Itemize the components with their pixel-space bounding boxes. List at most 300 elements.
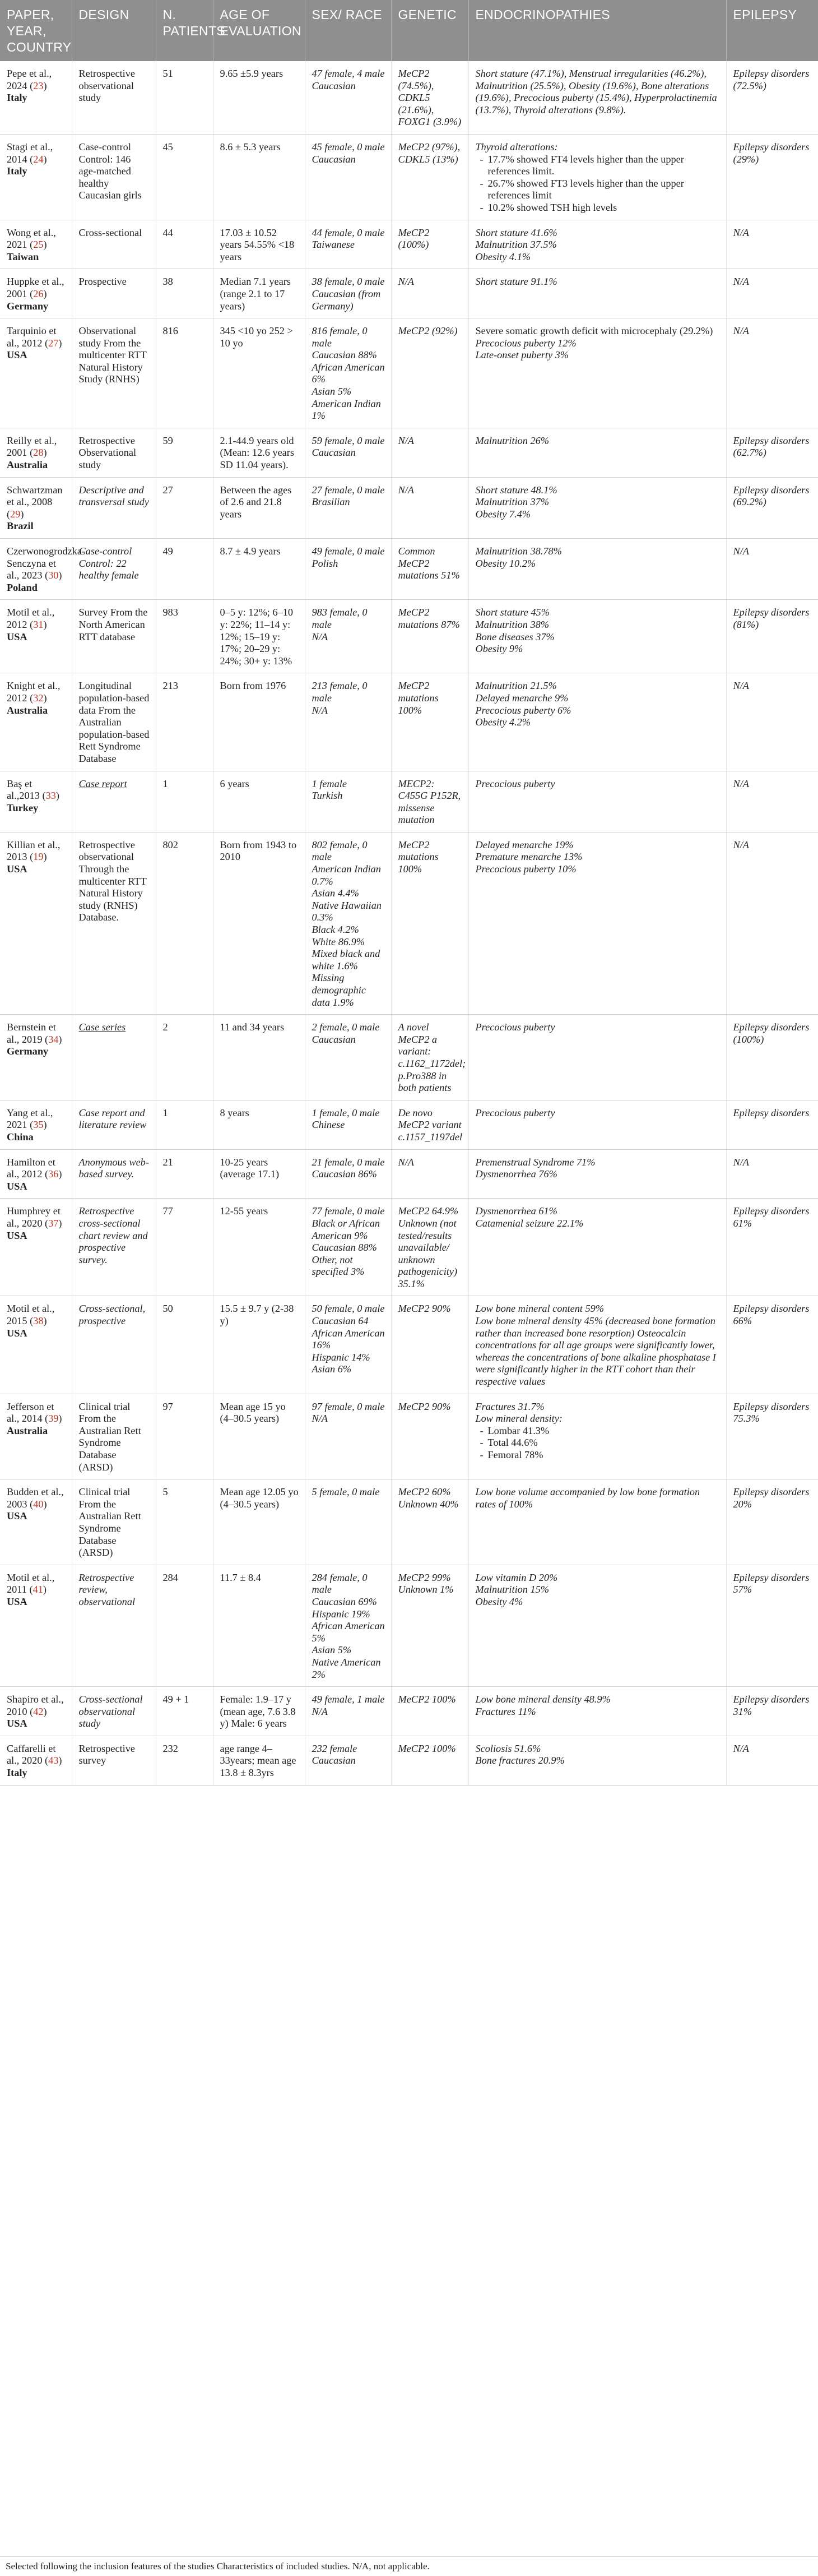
table-row — [0, 1687, 818, 1736]
cell-genetic — [391, 539, 468, 600]
cell-patients: 816 — [156, 318, 213, 428]
cell-design: Descriptive and transversal study — [72, 477, 156, 538]
table-row — [0, 61, 818, 134]
genetic-line: CDKL5 (13%) — [398, 153, 458, 165]
cell-genetic — [391, 673, 468, 771]
sex-race-line: Taiwanese — [312, 239, 355, 251]
cell-age: Mean age 12.05 yo (4–30.5 years) — [213, 1479, 305, 1565]
genetic-line: Unknown 40% — [398, 1498, 459, 1510]
sex-race-line: 49 female, 1 male — [312, 1694, 385, 1705]
sex-race-line: 77 female, 0 male — [312, 1205, 385, 1217]
cell-age: Born from 1943 to 2010 — [213, 832, 305, 1014]
table-row — [0, 1736, 818, 1785]
cell-epilepsy: N/A — [726, 832, 818, 1014]
table-row — [0, 1479, 818, 1565]
cell-patients: 59 — [156, 428, 213, 477]
endocrinopathy-line: Short stature 45% — [475, 607, 550, 618]
cell-genetic — [391, 61, 468, 134]
cell-age: 8 years — [213, 1100, 305, 1149]
table-row — [0, 428, 818, 477]
cell-genetic — [391, 1687, 468, 1736]
sex-race-line: 47 female, 4 male — [312, 68, 385, 79]
sex-race-line: N/A — [312, 1413, 328, 1425]
paper-author: Caffarelli et al., 2020 — [7, 1742, 56, 1766]
cell-endocrinopathies — [468, 1100, 726, 1149]
sex-race-line: Asian 5% — [312, 386, 352, 397]
cell-endocrinopathies — [468, 539, 726, 600]
genetic-line: MeCP2 100% — [398, 1742, 456, 1754]
sex-race-line: Asian 5% — [312, 1644, 352, 1656]
cell-patients: 284 — [156, 1565, 213, 1686]
reference-link[interactable]: 19 — [33, 851, 44, 863]
cell-sex-race — [305, 1394, 391, 1479]
endocrinopathy-line: Short stature 48.1% — [475, 484, 557, 496]
table-row — [0, 1565, 818, 1686]
sex-race-line: N/A — [312, 704, 328, 716]
endocrinopathy-line: Low bone mineral density 48.9% — [475, 1694, 611, 1705]
sex-race-line: Caucasian 88% — [312, 1242, 377, 1254]
genetic-line: FOXG1 (3.9%) — [398, 116, 462, 128]
cell-age: 10-25 years (average 17.1) — [213, 1149, 305, 1199]
cell-endocrinopathies — [468, 673, 726, 771]
cell-endocrinopathies — [468, 477, 726, 538]
paper-country: Germany — [7, 300, 49, 312]
cell-age: 2.1-44.9 years old (Mean: 12.6 years SD 11.04 years). — [213, 428, 305, 477]
genetic-line: MeCP2 (92%) — [398, 325, 458, 337]
sex-race-line: Turkish — [312, 790, 343, 802]
endocrinopathy-line: Delayed menarche 19% — [475, 839, 574, 850]
paper-author: Budden et al., 2003 — [7, 1486, 64, 1510]
endocrinopathy-line: Precocious puberty — [475, 1021, 555, 1033]
cell-genetic — [391, 832, 468, 1014]
cell-genetic — [391, 1565, 468, 1686]
reference-link[interactable]: 43 — [48, 1755, 59, 1766]
paper-country: USA — [7, 863, 27, 875]
cell-endocrinopathies — [468, 318, 726, 428]
sex-race-line: Black 4.2% — [312, 924, 359, 936]
column-header: N. PATIENTS — [156, 0, 213, 61]
reference-link[interactable]: 38 — [33, 1315, 44, 1327]
cell-sex-race — [305, 1479, 391, 1565]
paper-author: Huppke et al., 2001 — [7, 276, 64, 299]
cell-sex-race — [305, 1687, 391, 1736]
paper-country: USA — [7, 631, 27, 642]
cell-age: Median 7.1 years (range 2.1 to 17 years) — [213, 269, 305, 318]
sex-race-line: Black or African American 9% — [312, 1217, 380, 1241]
reference-link[interactable]: 29 — [10, 508, 21, 520]
cell-sex-race — [305, 673, 391, 771]
endocrinopathy-sublist — [476, 1425, 721, 1462]
sex-race-line: 44 female, 0 male — [312, 226, 385, 238]
cell-endocrinopathies — [468, 220, 726, 269]
sex-race-line: 983 female, 0 male — [312, 607, 368, 630]
cell-design: Cross-sectional — [72, 220, 156, 269]
endocrinopathy-line: Obesity 7.4% — [475, 508, 531, 520]
endocrinopathy-line: Precocious puberty — [475, 1107, 555, 1118]
cell-epilepsy: Epilepsy disorders (100%) — [726, 1015, 818, 1100]
genetic-line: CDKL5 (21.6%), — [398, 92, 434, 115]
cell-genetic — [391, 269, 468, 318]
cell-epilepsy: Epilepsy disorders 31% — [726, 1687, 818, 1736]
endocrinopathy-line: Short stature 41.6% — [475, 226, 557, 238]
table-row — [0, 1100, 818, 1149]
cell-epilepsy: N/A — [726, 1736, 818, 1785]
sex-race-line: American Indian 1% — [312, 397, 381, 422]
cell-sex-race — [305, 539, 391, 600]
cell-endocrinopathies — [468, 1015, 726, 1100]
list-item: - 26.7% showed FT3 levels higher than the upper references limit — [488, 178, 721, 202]
column-header: PAPER, YEAR, COUNTRY — [0, 0, 72, 61]
reference-link[interactable]: 42 — [33, 1705, 44, 1717]
cell-paper: Motil et al., 2012 (31) USA — [0, 600, 72, 673]
cell-sex-race — [305, 1149, 391, 1199]
paper-country: China — [7, 1131, 34, 1143]
paper-author: Schwartzman et al., 2008 — [7, 484, 63, 508]
endocrinopathy-line: Malnutrition 38.78% — [475, 545, 562, 557]
cell-epilepsy: N/A — [726, 269, 818, 318]
cell-endocrinopathies — [468, 428, 726, 477]
paper-author: Hamilton et al., 2012 — [7, 1156, 55, 1180]
cell-age: 15.5 ± 9.7 y (2-38 y) — [213, 1296, 305, 1394]
reference-link[interactable]: 33 — [45, 790, 56, 802]
paper-author: Knight et al., 2012 — [7, 680, 61, 704]
sex-race-line: Hispanic 19% — [312, 1608, 370, 1620]
paper-country: Australia — [7, 1425, 48, 1436]
endocrinopathy-line: Fractures 31.7% — [475, 1400, 545, 1412]
endocrinopathy-line: Low mineral density: — [475, 1413, 563, 1425]
cell-epilepsy: N/A — [726, 771, 818, 832]
sex-race-line: 5 female, 0 male — [312, 1486, 380, 1498]
cell-genetic — [391, 318, 468, 428]
column-header: GENETIC — [391, 0, 468, 61]
cell-design: Retrospective Observational study — [72, 428, 156, 477]
sex-race-line: Caucasian — [312, 1033, 356, 1045]
cell-age: 11.7 ± 8.4 — [213, 1565, 305, 1686]
cell-patients: 49 — [156, 539, 213, 600]
cell-age: 0–5 y: 12%; 6–10 y: 22%; 11–14 y: 12%; 15–19 y: 17%; 20–29 y: 24%; 30+ y: 13% — [213, 600, 305, 673]
endocrinopathy-line: Dysmenorrhea 76% — [475, 1168, 557, 1180]
cell-genetic — [391, 1394, 468, 1479]
endocrinopathy-line: Short stature (47.1%), Menstrual irregularities (46.2%), Malnutrition (25.5%), Obesity (19.6%), Bone alterations (19.6%), Precocious puberty (15.4%), Hyperprolactinemia (13.7%), Thyroid alterations (9.8%). — [475, 68, 717, 115]
reference-link[interactable]: 36 — [48, 1168, 59, 1180]
sex-race-line: 21 female, 0 male — [312, 1156, 385, 1168]
cell-sex-race — [305, 600, 391, 673]
genetic-line: MeCP2 mutations 87% — [398, 607, 460, 630]
cell-patients: 45 — [156, 134, 213, 220]
sex-race-line: Polish — [312, 557, 338, 569]
cell-paper: Humphrey et al., 2020 (37) USA — [0, 1199, 72, 1296]
cell-age: Female: 1.9–17 y (mean age, 7.6 3.8 y) Male: 6 years — [213, 1687, 305, 1736]
cell-paper: Yang et al., 2021 (35) China — [0, 1100, 72, 1149]
endocrinopathy-line: Obesity 4.1% — [475, 251, 531, 262]
cell-design: Clinical trial From the Australian Rett Syndrome Database (ARSD) — [72, 1479, 156, 1565]
cell-age: 8.7 ± 4.9 years — [213, 539, 305, 600]
cell-patients: 2 — [156, 1015, 213, 1100]
genetic-line: MeCP2 mutations 100% — [398, 839, 439, 875]
cell-epilepsy: N/A — [726, 539, 818, 600]
genetic-line: MECP2: C455G P152R, missense mutation — [398, 778, 461, 826]
table-row — [0, 1199, 818, 1296]
paper-author: Shapiro et al., 2010 — [7, 1694, 64, 1717]
paper-country: USA — [7, 1229, 27, 1241]
sex-race-line: Mixed black and white 1.6% — [312, 948, 380, 972]
endocrinopathy-line: Precocious puberty 6% — [475, 704, 571, 716]
genetic-line: MeCP2 100% — [398, 1694, 456, 1705]
cell-design: Case report — [72, 771, 156, 832]
endocrinopathy-line: Bone fractures 20.9% — [475, 1755, 565, 1766]
endocrinopathy-line: Malnutrition 37% — [475, 496, 550, 508]
paper-country: Turkey — [7, 802, 39, 813]
genetic-line: Unknown (not tested/results unavailable/ unknown pathogenicity) 35.1% — [398, 1217, 458, 1289]
cell-endocrinopathies — [468, 1149, 726, 1199]
endocrinopathy-line: Obesity 4.2% — [475, 716, 531, 728]
cell-endocrinopathies — [468, 1736, 726, 1785]
paper-country: USA — [7, 349, 27, 361]
cell-endocrinopathies — [468, 771, 726, 832]
cell-epilepsy: Epilepsy disorders (29%) — [726, 134, 818, 220]
column-header: DESIGN — [72, 0, 156, 61]
table-row — [0, 1149, 818, 1199]
cell-design: Retrospective cross-sectional chart review and prospective survey. — [72, 1199, 156, 1296]
cell-patients: 1 — [156, 771, 213, 832]
sex-race-line: 213 female, 0 male — [312, 680, 368, 704]
genetic-line: MeCP2 99% — [398, 1571, 451, 1583]
list-item: - Lombar 41.3% — [488, 1425, 721, 1437]
endocrinopathy-line: Bone diseases 37% — [475, 631, 555, 642]
cell-epilepsy: Epilepsy disorders (72.5%) — [726, 61, 818, 134]
cell-genetic — [391, 428, 468, 477]
sex-race-line: Chinese — [312, 1119, 345, 1131]
cell-patients: 50 — [156, 1296, 213, 1394]
sex-race-line: Caucasian (from Germany) — [312, 288, 381, 312]
cell-endocrinopathies — [468, 1479, 726, 1565]
sex-race-line: Native American 2% — [312, 1656, 381, 1680]
paper-author: Pepe et al., 2024 — [7, 68, 52, 91]
cell-age: age range 4–33years; mean age 13.8 ± 8.3yrs — [213, 1736, 305, 1785]
endocrinopathy-line: Malnutrition 21.5% — [475, 680, 557, 692]
cell-age: Born from 1976 — [213, 673, 305, 771]
reference-link[interactable]: 40 — [33, 1498, 44, 1510]
reference-link[interactable]: 28 — [33, 447, 44, 459]
column-header: SEX/ RACE — [305, 0, 391, 61]
cell-paper: Bernstein et al., 2019 (34) Germany — [0, 1015, 72, 1100]
endocrinopathy-line: Fractures 11% — [475, 1705, 536, 1717]
genetic-line: Unknown 1% — [398, 1584, 454, 1595]
cell-sex-race — [305, 134, 391, 220]
cell-age: 17.03 ± 10.52 years 54.55% <18 years — [213, 220, 305, 269]
paper-country: Italy — [7, 92, 27, 104]
paper-author: Bernstein et al., 2019 — [7, 1021, 56, 1045]
cell-endocrinopathies — [468, 269, 726, 318]
reference-link[interactable]: 24 — [33, 153, 44, 165]
reference-link[interactable]: 30 — [48, 570, 59, 581]
sex-race-line: Missing demographic data 1.9% — [312, 972, 366, 1008]
endocrinopathy-line: Precocious puberty — [475, 778, 555, 789]
cell-patients: 802 — [156, 832, 213, 1014]
endocrinopathy-line: Premenstrual Syndrome 71% — [475, 1156, 596, 1168]
cell-paper: Shapiro et al., 2010 (42) USA — [0, 1687, 72, 1736]
cell-design: Case series — [72, 1015, 156, 1100]
cell-endocrinopathies — [468, 134, 726, 220]
sex-race-line: 816 female, 0 male — [312, 325, 368, 349]
cell-sex-race — [305, 1100, 391, 1149]
sex-race-line: Caucasian — [312, 447, 356, 459]
cell-age: 9.65 ±5.9 years — [213, 61, 305, 134]
cell-sex-race — [305, 1736, 391, 1785]
cell-paper: Motil et al., 2015 (38) USA — [0, 1296, 72, 1394]
reference-link[interactable]: 39 — [48, 1413, 59, 1425]
reference-link[interactable]: 31 — [33, 618, 44, 630]
cell-sex-race — [305, 1015, 391, 1100]
genetic-line: MeCP2 60% — [398, 1486, 451, 1498]
endocrinopathy-line: Low bone mineral density 45% (decreased bone formation rather than increased bone resorption) Osteocalcin concentrations for all age groups were significantly lower, whereas the concentrations of bone alkaline phosphatase I were significantly higher in the RTT cohort than their respective values — [475, 1315, 716, 1388]
sex-race-line: Brasilian — [312, 496, 350, 508]
cell-sex-race — [305, 477, 391, 538]
table-footnote: Selected following the inclusion features of the studies Characteristics of included studies. N/A, not applicable. — [0, 2556, 818, 2576]
paper-author: Humphrey et al., 2020 — [7, 1205, 61, 1229]
cell-patients: 213 — [156, 673, 213, 771]
cell-patients: 77 — [156, 1199, 213, 1296]
genetic-line: N/A — [398, 276, 414, 288]
cell-age: 345 <10 yo 252 > 10 yo — [213, 318, 305, 428]
sex-race-line: American Indian 0.7% — [312, 863, 381, 887]
paper-country: Poland — [7, 581, 38, 593]
paper-country: USA — [7, 1718, 27, 1729]
sex-race-line: 97 female, 0 male — [312, 1400, 385, 1412]
reference-link[interactable]: 26 — [33, 288, 44, 299]
reference-link[interactable]: 32 — [33, 692, 44, 704]
endocrinopathy-line: Late-onset puberty 3% — [475, 349, 569, 361]
endocrinopathy-line: Thyroid alterations: — [475, 141, 558, 152]
endocrinopathy-line: Malnutrition 38% — [475, 618, 550, 630]
genetic-line: MeCP2 90% — [398, 1400, 451, 1412]
cell-paper: Schwartzman et al., 2008 (29) Brazil — [0, 477, 72, 538]
paper-author: Motil et al., 2011 — [7, 1571, 55, 1595]
cell-genetic — [391, 1199, 468, 1296]
sex-race-line: African American 16% — [312, 1327, 385, 1351]
table-row — [0, 477, 818, 538]
cell-paper: Jefferson et al., 2014 (39) Australia — [0, 1394, 72, 1479]
cell-sex-race — [305, 428, 391, 477]
cell-paper: Reilly et al., 2001 (28) Australia — [0, 428, 72, 477]
cell-design: Retrospective survey — [72, 1736, 156, 1785]
paper-author: Jefferson et al., 2014 — [7, 1400, 54, 1425]
sex-race-line: 232 female Caucasian — [312, 1742, 357, 1766]
cell-genetic — [391, 220, 468, 269]
cell-genetic — [391, 1015, 468, 1100]
cell-genetic — [391, 1296, 468, 1394]
cell-genetic — [391, 1736, 468, 1785]
endocrinopathy-line: Obesity 10.2% — [475, 557, 536, 569]
reference-link[interactable]: 41 — [32, 1584, 43, 1595]
endocrinopathy-line: Low vitamin D 20% — [475, 1571, 558, 1583]
cell-age: 12-55 years — [213, 1199, 305, 1296]
sex-race-line: Other, not specified 3% — [312, 1254, 365, 1278]
cell-design: Clinical trial From the Australian Rett Syndrome Database (ARSD) — [72, 1394, 156, 1479]
cell-patients: 983 — [156, 600, 213, 673]
cell-genetic — [391, 1479, 468, 1565]
endocrinopathy-line: Precocious puberty 12% — [475, 337, 577, 349]
sex-race-line: 38 female, 0 male — [312, 276, 385, 288]
paper-author: Killian et al., 2013 — [7, 839, 61, 863]
table-row — [0, 1394, 818, 1479]
sex-race-line: Caucasian — [312, 153, 356, 165]
cell-endocrinopathies — [468, 600, 726, 673]
sex-race-line: Caucasian 86% — [312, 1168, 377, 1180]
reference-link[interactable]: 37 — [48, 1217, 59, 1229]
genetic-line: N/A — [398, 1156, 414, 1168]
cell-paper: Caffarelli et al., 2020 (43) Italy — [0, 1736, 72, 1785]
cell-genetic — [391, 1100, 468, 1149]
cell-design: Anonymous web-based survey. — [72, 1149, 156, 1199]
cell-patients: 49 + 1 — [156, 1687, 213, 1736]
table-row — [0, 771, 818, 832]
cell-endocrinopathies — [468, 1296, 726, 1394]
cell-age: 8.6 ± 5.3 years — [213, 134, 305, 220]
endocrinopathy-line: Severe somatic growth deficit with microcephaly (29.2%) — [475, 325, 713, 337]
cell-age: Between the ages of 2.6 and 21.8 years — [213, 477, 305, 538]
reference-link[interactable]: 35 — [33, 1119, 44, 1131]
cell-epilepsy: N/A — [726, 318, 818, 428]
cell-epilepsy: Epilepsy disorders 75.3% — [726, 1394, 818, 1479]
paper-country: Australia — [7, 459, 48, 471]
paper-country: Taiwan — [7, 251, 39, 262]
paper-author: Wong et al., 2021 — [7, 226, 56, 251]
cell-epilepsy: Epilepsy disorders 20% — [726, 1479, 818, 1565]
table-row — [0, 269, 818, 318]
reference-link[interactable]: 25 — [33, 239, 44, 251]
reference-link[interactable]: 23 — [33, 80, 44, 91]
endocrinopathy-line: Delayed menarche 9% — [475, 692, 569, 704]
cell-patients: 21 — [156, 1149, 213, 1199]
reference-link[interactable]: 34 — [48, 1033, 59, 1045]
table-row — [0, 539, 818, 600]
sex-race-line: Native Hawaiian 0.3% — [312, 899, 382, 923]
cell-sex-race — [305, 1565, 391, 1686]
endocrinopathy-line: Obesity 4% — [475, 1595, 523, 1607]
cell-design: Cross-sectional, prospective — [72, 1296, 156, 1394]
paper-country: Italy — [7, 165, 27, 177]
cell-epilepsy: Epilepsy disorders 57% — [726, 1565, 818, 1686]
reference-link[interactable]: 27 — [48, 337, 59, 349]
cell-patients: 38 — [156, 269, 213, 318]
cell-genetic — [391, 477, 468, 538]
cell-design: Survey From the North American RTT database — [72, 600, 156, 673]
cell-epilepsy: Epilepsy disorders 61% — [726, 1199, 818, 1296]
genetic-line: A novel MeCP2 a variant: c.1162_1172del; p.Pro388 in both patients — [398, 1021, 466, 1094]
endocrinopathy-sublist — [476, 154, 721, 214]
sex-race-line: Asian 4.4% — [312, 887, 359, 899]
cell-sex-race — [305, 771, 391, 832]
sex-race-line: Hispanic 14% — [312, 1351, 370, 1363]
paper-author: Motil et al., 2012 — [7, 607, 55, 630]
column-header: AGE OF EVALUATION — [213, 0, 305, 61]
endocrinopathy-line: Short stature 91.1% — [475, 276, 557, 288]
cell-sex-race — [305, 832, 391, 1014]
cell-genetic — [391, 1149, 468, 1199]
sex-race-line: 1 female, 0 male — [312, 1107, 380, 1118]
cell-paper: Pepe et al., 2024 (23) Italy — [0, 61, 72, 134]
cell-patients: 51 — [156, 61, 213, 134]
paper-country: USA — [7, 1327, 27, 1339]
sex-race-line: N/A — [312, 631, 328, 642]
paper-country: Brazil — [7, 520, 34, 532]
cell-paper: Motil et al., 2011 (41) USA — [0, 1565, 72, 1686]
sex-race-line: 49 female, 0 male — [312, 545, 385, 557]
sex-race-line: 50 female, 0 male — [312, 1303, 385, 1315]
header-row — [0, 0, 818, 61]
paper-author: Yang et al., 2021 — [7, 1107, 53, 1131]
